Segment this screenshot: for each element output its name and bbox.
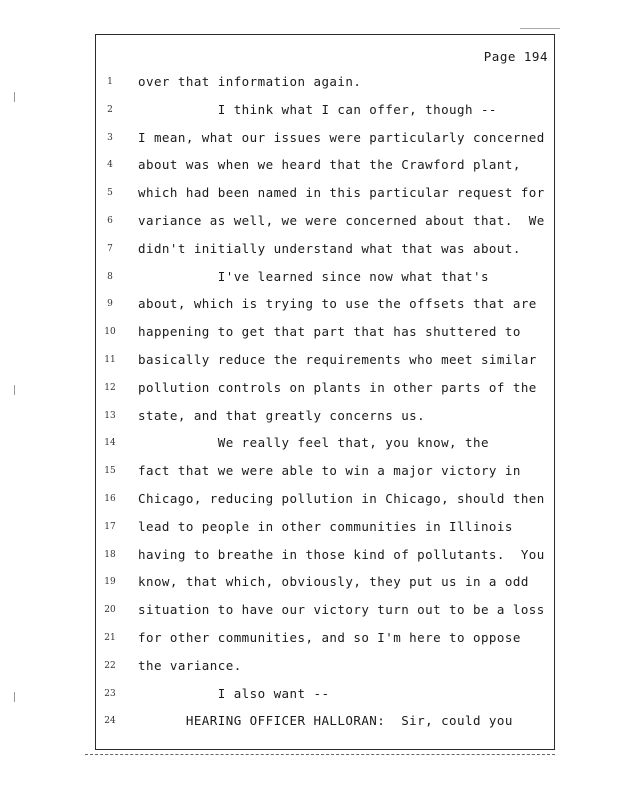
line-text: which had been named in this particular request for <box>138 185 545 201</box>
line-text: over that information again. <box>138 74 362 89</box>
transcript-line <box>96 72 554 92</box>
line-number: 2 <box>107 104 113 115</box>
transcript-line <box>96 517 554 537</box>
transcript-line <box>96 684 554 704</box>
line-number: 12 <box>104 382 116 393</box>
line-number: 9 <box>107 299 113 310</box>
transcript-line <box>96 239 554 259</box>
transcript-line <box>96 489 554 509</box>
line-text: having to breathe in those kind of pollutants. You <box>138 546 545 562</box>
line-number: 14 <box>104 438 116 449</box>
line-number: 3 <box>107 132 113 143</box>
transcript-line <box>96 461 554 481</box>
line-number: 21 <box>104 633 116 643</box>
transcript-line <box>96 656 554 676</box>
transcript-line <box>96 294 554 314</box>
line-number: 17 <box>104 521 116 532</box>
top-edge-rule <box>520 28 560 29</box>
transcript-line <box>96 433 554 453</box>
line-number: 24 <box>104 716 116 727</box>
transcript-line <box>96 183 554 203</box>
line-number: 16 <box>104 494 116 504</box>
transcript-line <box>96 572 554 592</box>
transcript-line <box>96 128 554 148</box>
line-number: 11 <box>104 355 116 365</box>
page-number: Page 194 <box>483 49 548 64</box>
transcript-page <box>95 34 555 750</box>
line-text: situation to have our victory turn out to be a loss <box>138 602 545 618</box>
line-number: 15 <box>104 466 116 477</box>
line-text: lead to people in other communities in Illinois <box>138 518 513 534</box>
line-text: happening to get that part that has shuttered to <box>138 324 521 340</box>
line-number: 7 <box>107 243 113 254</box>
line-text: variance as well, we were concerned about that. We <box>138 213 545 228</box>
line-text: the variance. <box>138 657 242 673</box>
line-number: 22 <box>104 660 116 671</box>
transcript-line <box>96 406 554 426</box>
line-text: know, that which, obviously, they put us in a odd <box>138 574 529 590</box>
line-text: state, and that greatly concerns us. <box>138 407 426 423</box>
line-number: 20 <box>104 605 116 616</box>
line-text: pollution controls on plants in other parts of the <box>138 379 537 395</box>
line-number: 18 <box>104 549 116 560</box>
transcript-line <box>96 350 554 370</box>
line-text: I've learned since now what that's <box>138 268 489 284</box>
transcript-line <box>96 155 554 175</box>
bottom-rule <box>85 754 555 755</box>
line-number: 1 <box>107 77 113 87</box>
transcript-line <box>96 378 554 398</box>
line-text: We really feel that, you know, the <box>138 435 489 451</box>
transcript-line <box>96 100 554 120</box>
line-number: 23 <box>104 688 116 699</box>
transcript-line <box>96 267 554 287</box>
line-number: 8 <box>107 271 113 282</box>
line-number: 13 <box>104 410 116 421</box>
line-text: basically reduce the requirements who meet similar <box>138 352 537 367</box>
transcript-line <box>96 711 554 731</box>
line-number: 4 <box>107 160 113 171</box>
transcript-line <box>96 628 554 648</box>
transcript-line <box>96 211 554 231</box>
line-text: Chicago, reducing pollution in Chicago, should then <box>138 491 545 506</box>
line-text: I think what I can offer, though -- <box>138 101 497 117</box>
margin-mark <box>14 385 19 395</box>
transcript-lines <box>96 35 554 749</box>
line-number: 19 <box>104 577 116 588</box>
margin-mark <box>14 692 19 702</box>
transcript-line <box>96 545 554 565</box>
line-number: 5 <box>107 188 113 199</box>
transcript-line <box>96 600 554 620</box>
line-number: 6 <box>107 216 113 226</box>
line-text: didn't initially understand what that was about. <box>138 240 521 256</box>
margin-mark <box>14 92 19 102</box>
transcript-line <box>96 322 554 342</box>
line-text: about was when we heard that the Crawford plant, <box>138 157 521 173</box>
line-text: about, which is trying to use the offsets that are <box>138 296 537 312</box>
line-text: fact that we were able to win a major victory in <box>138 463 521 479</box>
line-text: HEARING OFFICER HALLORAN: Sir, could you <box>138 713 513 729</box>
line-text: I mean, what our issues were particularly concerned <box>138 129 545 145</box>
line-number: 10 <box>104 327 116 338</box>
line-text: for other communities, and so I'm here to oppose <box>138 630 521 645</box>
line-text: I also want -- <box>138 685 330 701</box>
